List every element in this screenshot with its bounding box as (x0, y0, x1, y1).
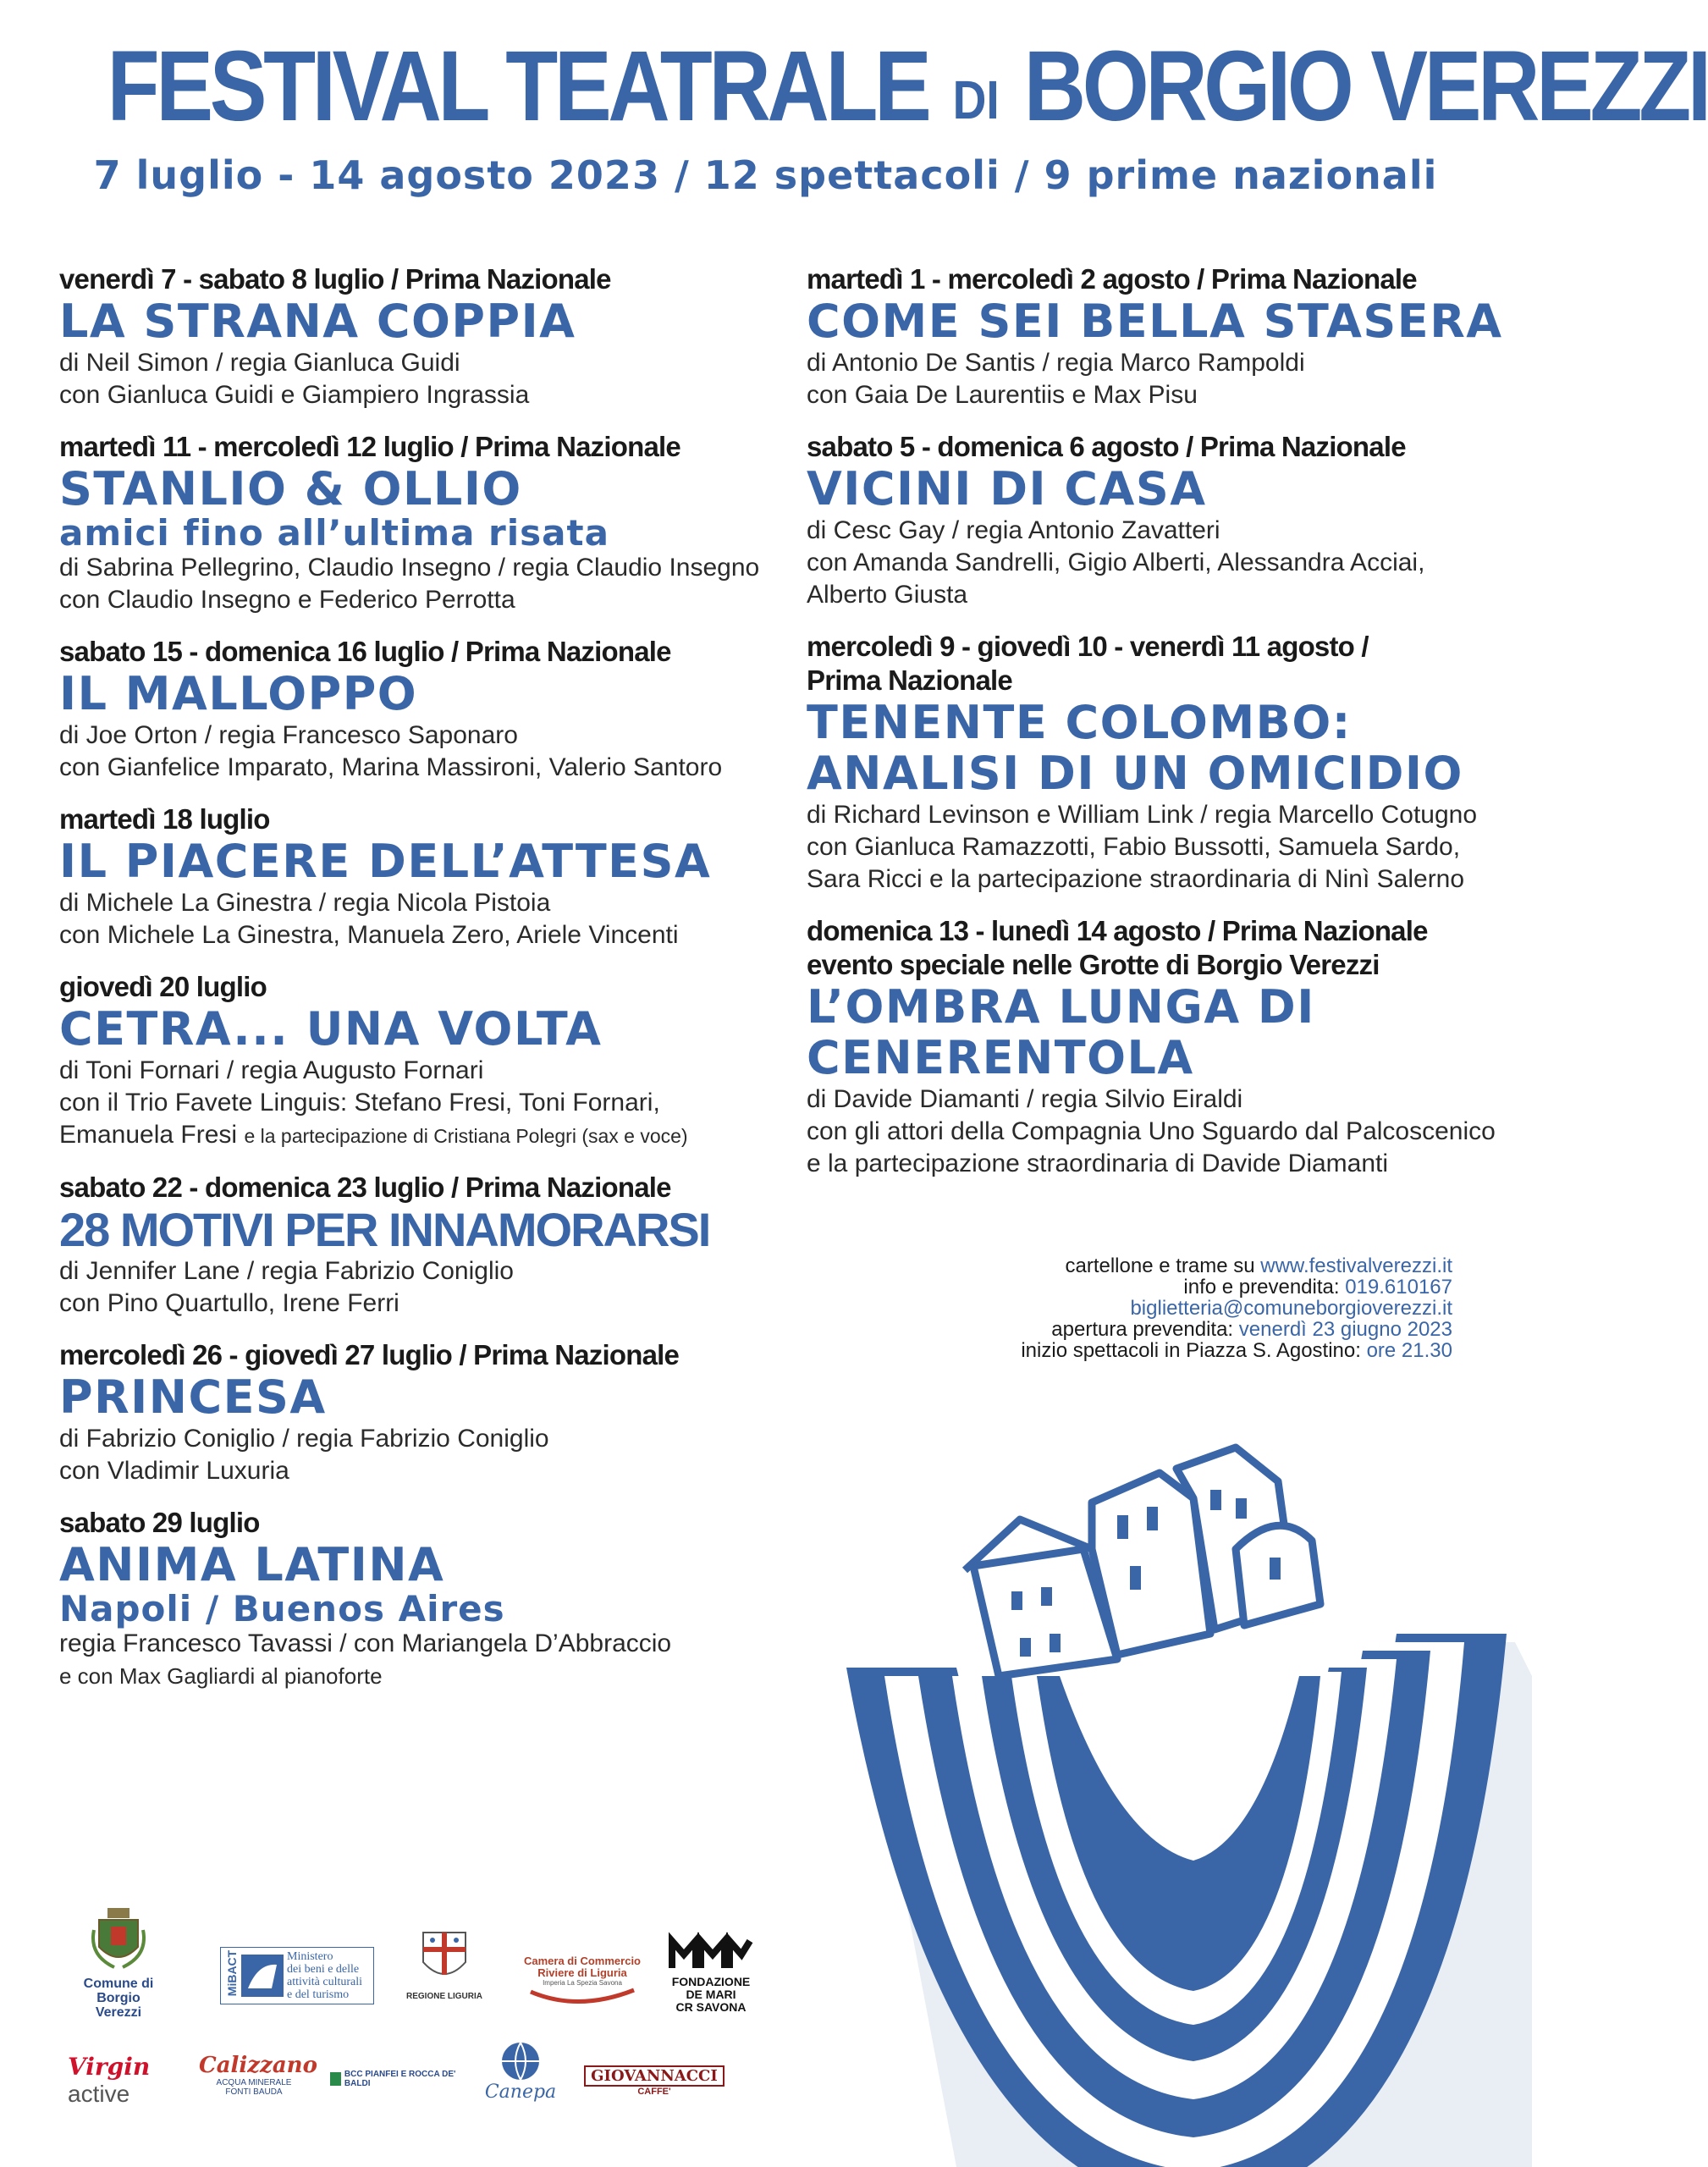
right-column (807, 262, 1503, 1199)
show-credit: e con Max Gagliardi al pianoforte (59, 1663, 383, 1689)
show-subtitle: Napoli / Buenos Aires (59, 1588, 505, 1629)
show-title: IL PIACERE DELL’ATTESA (59, 835, 712, 888)
show-credit: con Pino Quartullo, Irene Ferri (59, 1289, 399, 1317)
show-date: sabato 15 - domenica 16 luglio / Prima Nazionale (59, 636, 671, 667)
left-column (59, 262, 787, 1711)
show-entry (807, 914, 1496, 1180)
show-title-2: ANALISI DI UN OMICIDIO (807, 747, 1463, 800)
show-credit: di Fabrizio Coniglio / regia Fabrizio Coniglio (59, 1425, 549, 1453)
show-credit: con Gaia De Laurentiis e Max Pisu (807, 381, 1198, 409)
info-line-1: cartellone e trame su www.festivalverezzi.it (1065, 1254, 1452, 1277)
show-credit: con Amanda Sandrelli, Gigio Alberti, Alessandra Acciai, (807, 549, 1425, 576)
mibact-label: MiBACT (225, 1949, 240, 1997)
title-part1: FESTIVAL TEATRALE (107, 30, 928, 142)
show-credit: di Jennifer Lane / regia Fabrizio Coniglio (59, 1257, 514, 1285)
show-credit: con Michele La Ginestra, Manuela Zero, Ariele Vincenti (59, 921, 679, 949)
show-credit: di Neil Simon / regia Gianluca Guidi (59, 349, 460, 377)
show-date: giovedì 20 luglio (59, 971, 267, 1002)
show-credit: di Davide Diamanti / regia Silvio Eiraldi (807, 1085, 1243, 1113)
show-credit: con il Trio Favete Linguis: Stefano Fresi, Toni Fornari, (59, 1089, 660, 1117)
festival-title (107, 30, 1708, 151)
show-date: mercoledì 9 - giovedì 10 - venerdì 11 agosto / (807, 631, 1369, 662)
show-credit: Sara Ricci e la partecipazione straordinaria di Ninì Salerno (807, 865, 1465, 893)
festival-logo-art (838, 1422, 1532, 2167)
houses-icon (965, 1447, 1320, 1676)
show-date: martedì 11 - mercoledì 12 luglio / Prima Nazionale (59, 431, 680, 462)
show-title: STANLIO & OLLIO (59, 462, 522, 516)
title-di: DI (952, 69, 1000, 130)
show-subtitle: amici fino all’ultima risata (59, 512, 609, 554)
show-entry (59, 802, 787, 951)
show-entry (807, 430, 1484, 611)
sponsor-logos (59, 1905, 787, 2159)
show-date: martedì 1 - mercoledì 2 agosto / Prima Nazionale (807, 263, 1417, 295)
info-box (1021, 1255, 1452, 1361)
show-credit: Alberto Giusta (807, 581, 968, 609)
camera-commercio-logo: Camera di Commercio Riviere di Liguria Imperia La Spezia Savona (523, 1955, 642, 2010)
virgin-active-logo: Virgin active (68, 2053, 151, 2107)
show-credit: di Cesc Gay / regia Antonio Zavatteri (807, 516, 1220, 544)
credit-name: Emanuela Fresi (59, 1121, 238, 1149)
show-credit: di Antonio De Santis / regia Marco Rampoldi (807, 349, 1305, 377)
show-credit: di Toni Fornari / regia Augusto Fornari (59, 1056, 484, 1084)
show-title: COME SEI BELLA STASERA (807, 295, 1503, 348)
regione-liguria-logo (406, 1928, 482, 2001)
show-entry (59, 430, 787, 616)
comune-logo (68, 1905, 169, 2020)
title-part2: BORGIO VEREZZI (1023, 30, 1708, 142)
giovannacci-logo: GIOVANNACCI CAFFE' (582, 2065, 726, 2097)
show-credit: con Vladimir Luxuria (59, 1457, 289, 1485)
info-line-5: inizio spettacoli in Piazza S. Agostino: ore 21.30 (1021, 1339, 1452, 1362)
globe-icon (495, 2040, 546, 2082)
camera-swoosh-icon (527, 1987, 637, 2005)
calizzano-logo: Calizzano ACQUA MINERALE FONTI BAUDA (199, 2053, 317, 2097)
show-credit: di Michele La Ginestra / regia Nicola Pistoia (59, 889, 551, 917)
show-credit: di Sabrina Pellegrino, Claudio Insegno / regia Claudio Insegno (59, 554, 760, 582)
show-title: IL MALLOPPO (59, 667, 418, 720)
show-credit: con gli attori della Compagnia Uno Sguardo dal Palcoscenico (807, 1117, 1496, 1145)
coat-of-arms-icon (89, 1905, 148, 1972)
show-credit: di Joe Orton / regia Francesco Saponaro (59, 721, 518, 749)
email-link[interactable]: biglietteria@comuneborgioverezzi.it (1130, 1297, 1452, 1320)
show-title: 28 MOTIVI PER INNAMORARSI (59, 1203, 710, 1256)
show-credit: regia Francesco Tavassi / con Mariangela D’Abbraccio (59, 1629, 672, 1657)
show-title: ANIMA LATINA (59, 1538, 445, 1591)
show-title: L’OMBRA LUNGA DI (807, 980, 1315, 1034)
show-credit: con Gianluca Ramazzotti, Fabio Bussotti, Samuela Sardo, (807, 833, 1461, 861)
show-date-2: Prima Nazionale (807, 664, 1012, 696)
show-date: sabato 22 - domenica 23 luglio / Prima Nazionale (59, 1172, 671, 1203)
info-line-2: info e prevendita: 019.610167 (1183, 1276, 1452, 1299)
show-credit: con Gianluca Guidi e Giampiero Ingrassia (59, 381, 530, 409)
bcc-square-icon (330, 2072, 341, 2086)
show-date: sabato 29 luglio (59, 1507, 260, 1538)
show-entry (807, 262, 1503, 411)
show-title: VICINI DI CASA (807, 462, 1207, 516)
show-entry (59, 262, 787, 411)
phone-link[interactable]: 019.610167 (1345, 1276, 1452, 1299)
show-entry (59, 1171, 787, 1320)
show-title: TENENTE COLOMBO: (807, 696, 1352, 749)
bcc-logo: BCC PIANFEI E ROCCA DE' BALDI (330, 2070, 457, 2088)
credit-note: e la partecipazione di Cristiana Polegri (sax e voce) (244, 1125, 688, 1147)
canepa-logo: Canepa (474, 2040, 567, 2103)
info-line-3 (1021, 1298, 1452, 1319)
show-date: venerdì 7 - sabato 8 luglio / Prima Nazionale (59, 263, 611, 295)
regione-shield-icon (419, 1928, 470, 1988)
show-title: CETRA... UNA VOLTA (59, 1002, 603, 1056)
show-title-2: CENERENTOLA (807, 1031, 1194, 1084)
show-entry (59, 970, 787, 1152)
show-entry (59, 1338, 787, 1487)
show-title: LA STRANA COPPIA (59, 295, 576, 348)
show-date: sabato 5 - domenica 6 agosto / Prima Nazionale (807, 431, 1406, 462)
show-entry (59, 635, 787, 784)
show-entry (807, 630, 1484, 896)
regione-label: REGIONE LIGURIA (406, 1992, 483, 2001)
show-title: PRINCESA (59, 1370, 327, 1424)
show-credit: di Richard Levinson e William Link / regia Marcello Cotugno (807, 801, 1478, 829)
info-line-4: apertura prevendita: venerdì 23 giugno 2023 (1051, 1318, 1452, 1341)
ministry-emblem-icon (241, 1955, 284, 1997)
show-date-2: evento speciale nelle Grotte di Borgio Verezzi (807, 949, 1380, 980)
show-date: martedì 18 luglio (59, 803, 270, 835)
fondazione-demari-logo: FONDAZIONE DE MARI CR SAVONA (664, 1934, 758, 2014)
show-credit (59, 1119, 787, 1152)
striped-v-icon (846, 1634, 1532, 2167)
show-credit: con Gianfelice Imparato, Marina Massironi, Valerio Santoro (59, 753, 723, 781)
show-date: mercoledì 26 - giovedì 27 luglio / Prima Nazionale (59, 1339, 680, 1370)
festival-subtitle: 7 luglio - 14 agosto 2023 / 12 spettacoli / 9 prime nazionali (93, 152, 1438, 198)
show-credit: e la partecipazione straordinaria di Davide Diamanti (807, 1150, 1389, 1177)
show-credit: con Claudio Insegno e Federico Perrotta (59, 586, 515, 614)
show-date: domenica 13 - lunedì 14 agosto / Prima Nazionale (807, 915, 1428, 946)
mibact-logo: MiBACT Ministero dei beni e delle attività culturali e del turismo (220, 1947, 374, 2004)
comune-label: Comune di Borgio Verezzi (83, 1977, 154, 2020)
show-entry (59, 1506, 787, 1692)
website-link[interactable]: www.festivalverezzi.it (1260, 1254, 1452, 1277)
fondazione-waves-icon (669, 1934, 753, 1971)
